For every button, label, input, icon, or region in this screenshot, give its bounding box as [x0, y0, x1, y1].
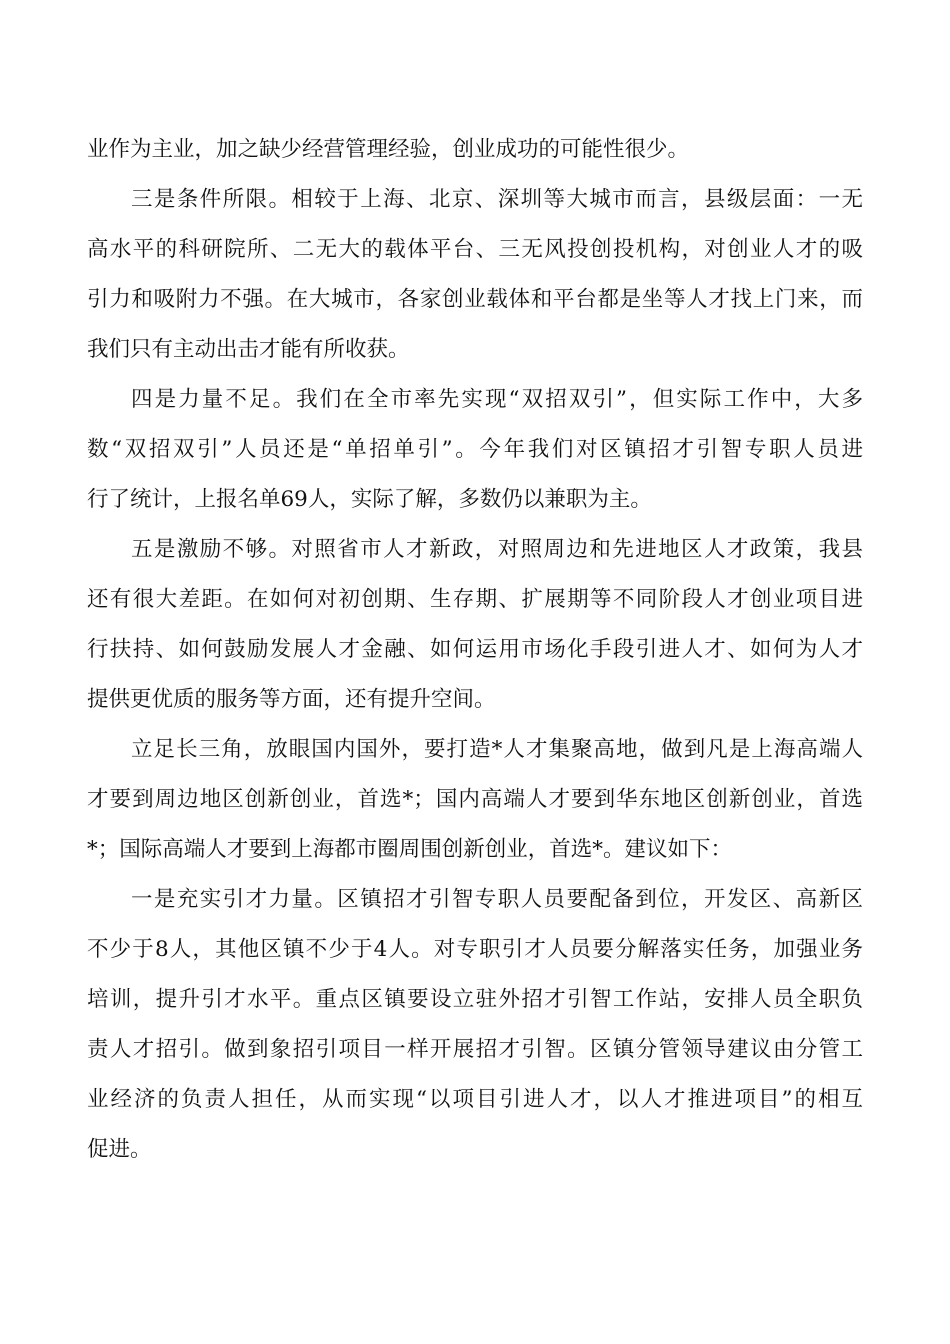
text-line: 五是激励不够。对照省市人才新政，对照周边和先进地区人才政策，我县	[131, 537, 863, 562]
text-line: 三是条件所限。相较于上海、北京、深圳等大城市而言，县级层面：一无	[131, 187, 863, 212]
text-line: 才要到周边地区创新创业，首选*；国内高端人才要到华东地区创新创业，首选	[87, 787, 863, 812]
text-line: 业作为主业，加之缺少经营管理经验，创业成功的可能性很少。	[87, 137, 690, 162]
text-line: 数“双招双引”人员还是“单招单引”。今年我们对区镇招才引智专职人员进	[87, 437, 863, 462]
text-line: 不少于8人，其他区镇不少于4人。对专职引才人员要分解落实任务，加强业务	[87, 937, 863, 962]
text-line: 还有很大差距。在如何对初创期、生存期、扩展期等不同阶段人才创业项目进	[87, 587, 863, 612]
text-line: 促进。	[87, 1137, 152, 1162]
text-line: 引力和吸附力不强。在大城市，各家创业载体和平台都是坐等人才找上门来，而	[87, 287, 863, 312]
text-line: *；国际高端人才要到上海都市圈周围创新创业，首选*。建议如下：	[87, 837, 733, 862]
text-line: 一是充实引才力量。区镇招才引智专职人员要配备到位，开发区、高新区	[131, 887, 863, 912]
text-line: 业经济的负责人担任，从而实现“以项目引进人才，以人才推进项目”的相互	[87, 1087, 863, 1112]
text-line: 立足长三角，放眼国内国外，要打造*人才集聚高地，做到凡是上海高端人	[131, 737, 863, 762]
text-line: 我们只有主动出击才能有所收获。	[87, 337, 410, 362]
text-line: 四是力量不足。我们在全市率先实现“双招双引”，但实际工作中，大多	[131, 387, 863, 412]
text-line: 提供更优质的服务等方面，还有提升空间。	[87, 687, 496, 712]
text-line: 高水平的科研院所、二无大的载体平台、三无风投创投机构，对创业人才的吸	[87, 237, 863, 262]
text-line: 培训，提升引才水平。重点区镇要设立驻外招才引智工作站，安排人员全职负	[87, 987, 863, 1012]
text-line: 责人才招引。做到象招引项目一样开展招才引智。区镇分管领导建议由分管工	[87, 1037, 863, 1062]
text-line: 行扶持、如何鼓励发展人才金融、如何运用市场化手段引进人才、如何为人才	[87, 637, 863, 662]
text-line: 行了统计，上报名单69人，实际了解，多数仍以兼职为主。	[87, 487, 652, 512]
